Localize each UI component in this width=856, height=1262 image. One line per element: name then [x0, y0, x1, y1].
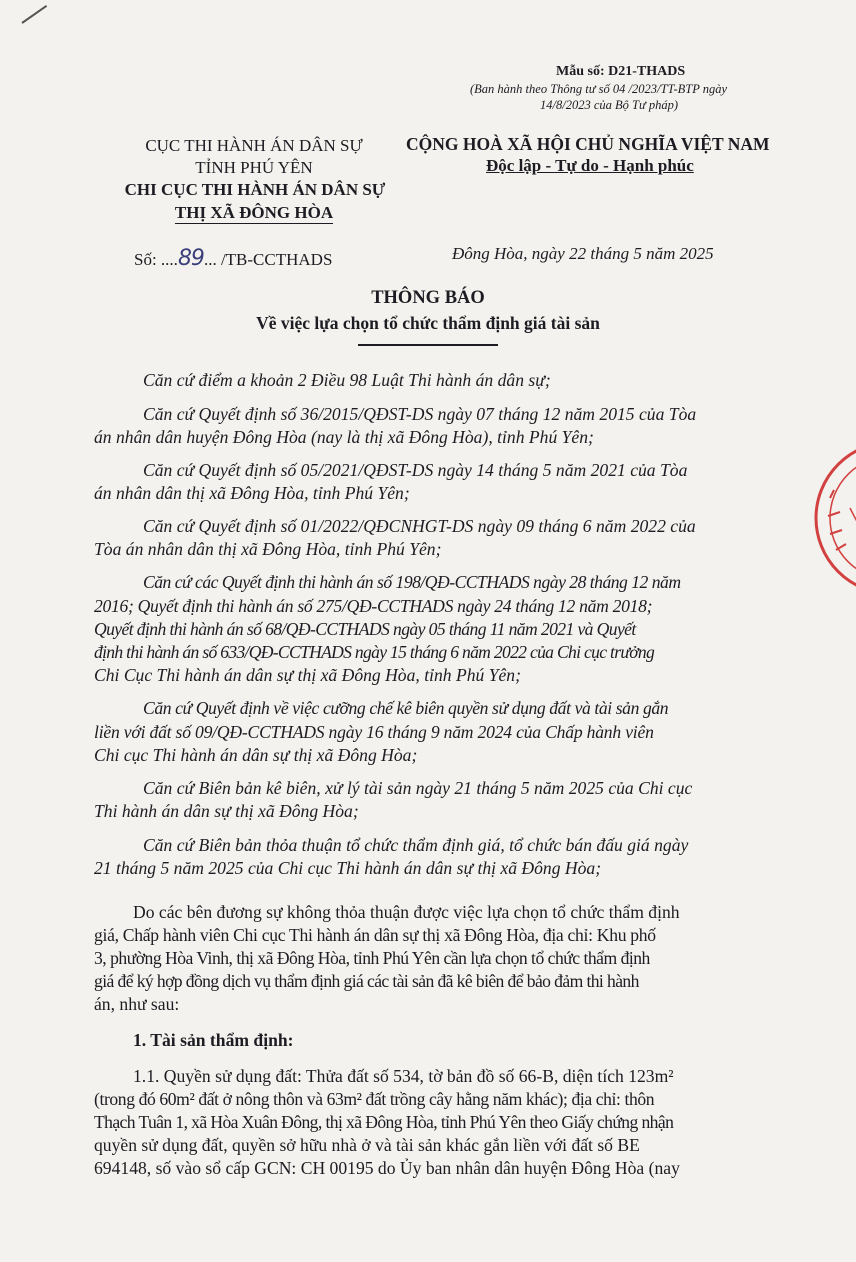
- org-line-2: TỈNH PHÚ YÊN: [195, 158, 313, 177]
- doc-number-suffix: ... /TB-CCTHADS: [203, 250, 333, 269]
- body-line: án nhân dân thị xã Đông Hòa, tỉnh Phú Yên;: [94, 483, 410, 503]
- body-line: quyền sử dụng đất, quyền sở hữu nhà ở và tài sản khác gắn liền với đất số BE: [94, 1135, 640, 1155]
- body-line: án nhân dân huyện Đông Hòa (nay là thị xã Đông Hòa), tỉnh Phú Yên;: [94, 427, 594, 447]
- body-line: 3, phường Hòa Vinh, thị xã Đông Hòa, tỉnh Phú Yên cần lựa chọn tổ chức thẩm định: [94, 948, 650, 968]
- body-line: Chi cục Thi hành án dân sự thị xã Đông Hòa;: [94, 745, 418, 765]
- body-line: 2016; Quyết định thi hành án số 275/QĐ-CCTHADS ngày 24 tháng 12 năm 2018;: [94, 596, 653, 616]
- body-line: Căn cứ Quyết định số 01/2022/QĐCNHGT-DS ngày 09 tháng 6 năm 2022 của: [143, 516, 696, 536]
- body-line: (trong đó 60m² đất ở nông thôn và 63m² đất trồng cây hằng năm khác); địa chỉ: thôn: [94, 1089, 655, 1109]
- doc-number-handwritten: 89: [177, 246, 204, 271]
- motto: Độc lập - Tự do - Hạnh phúc: [486, 156, 694, 175]
- body-line: án, như sau:: [94, 994, 180, 1014]
- official-seal: [800, 438, 856, 598]
- document-title: THÔNG BÁO: [371, 288, 485, 308]
- body-line: Căn cứ Quyết định về việc cưỡng chế kê biên quyền sử dụng đất và tài sản gắn: [143, 698, 669, 718]
- title-divider: [358, 344, 498, 346]
- form-note-line-2: 14/8/2023 của Bộ Tư pháp): [540, 98, 679, 112]
- document-subtitle: Về việc lựa chọn tổ chức thẩm định giá tài sản: [256, 313, 600, 333]
- body-line: 1.1. Quyền sử dụng đất: Thửa đất số 534, tờ bản đồ số 66-B, diện tích 123m²: [133, 1066, 674, 1086]
- body-line: Căn cứ các Quyết định thi hành án số 198/QĐ-CCTHADS ngày 28 tháng 12 năm: [143, 572, 681, 592]
- body-line: Do các bên đương sự không thỏa thuận được việc lựa chọn tổ chức thẩm định: [133, 902, 680, 922]
- pen-mark: [21, 5, 47, 24]
- body-line: Căn cứ Biên bản thỏa thuận tổ chức thẩm định giá, tổ chức bán đấu giá ngày: [143, 835, 689, 855]
- body-line: Căn cứ Quyết định số 36/2015/QĐST-DS ngày 07 tháng 12 năm 2015 của Tòa: [143, 404, 697, 424]
- body-line: Quyết định thi hành án số 68/QĐ-CCTHADS ngày 05 tháng 11 năm 2021 và Quyết: [94, 619, 636, 639]
- place-date: Đông Hòa, ngày 22 tháng 5 năm 2025: [452, 244, 714, 263]
- org-line-4: [112, 203, 396, 223]
- body-line: Căn cứ Biên bản kê biên, xử lý tài sản ngày 21 tháng 5 năm 2025 của Chi cục: [143, 778, 693, 798]
- body-line: Thi hành án dân sự thị xã Đông Hòa;: [94, 801, 359, 821]
- body-line: giá, Chấp hành viên Chi cục Thi hành án dân sự thị xã Đông Hòa, địa chỉ: Khu phố: [94, 925, 656, 945]
- body-line: định thi hành án số 633/QĐ-CCTHADS ngày 15 tháng 6 năm 2022 của Chi cục trưởng: [94, 642, 655, 662]
- org-line-4-text: THỊ XÃ ĐÔNG HÒA: [174, 203, 334, 222]
- body-line: Căn cứ Quyết định số 05/2021/QĐST-DS ngày 14 tháng 5 năm 2021 của Tòa: [143, 460, 688, 480]
- body-line: 21 tháng 5 năm 2025 của Chi cục Thi hành án dân sự thị xã Đông Hòa;: [94, 858, 602, 878]
- body-line: Căn cứ điểm a khoản 2 Điều 98 Luật Thi hành án dân sự;: [143, 370, 551, 390]
- form-note-line-1: (Ban hành theo Thông tư số 04 /2023/TT-BTP ngày: [470, 82, 728, 96]
- body-line: Tòa án nhân dân thị xã Đông Hòa, tỉnh Phú Yên;: [94, 539, 442, 559]
- doc-number-prefix: Số: ....: [134, 250, 178, 269]
- form-code: Mẫu số: D21-THADS: [556, 64, 686, 79]
- org-line-3: CHI CỤC THI HÀNH ÁN DÂN SỰ: [124, 180, 386, 199]
- body-line: 694148, số vào sổ cấp GCN: CH 00195 do Ủy ban nhân dân huyện Đông Hòa (nay: [94, 1158, 680, 1178]
- section-heading: 1. Tài sản thẩm định:: [133, 1030, 294, 1050]
- body-line: Chi Cục Thi hành án dân sự thị xã Đông Hòa, tỉnh Phú Yên;: [94, 665, 521, 685]
- body-line: liền với đất số 09/QĐ-CCTHADS ngày 16 tháng 9 năm 2024 của Chấp hành viên: [94, 722, 654, 742]
- seal-outer-ring: [816, 442, 856, 594]
- seal-signature-stroke: [850, 508, 856, 558]
- org-line-1: CỤC THI HÀNH ÁN DÂN SỰ: [145, 136, 363, 155]
- seal-inner-ring: [830, 456, 856, 580]
- document-number: [134, 246, 332, 271]
- nation-heading: CỘNG HOÀ XÃ HỘI CHỦ NGHĨA VIỆT NAM: [406, 134, 770, 154]
- body-line: giá để ký hợp đồng dịch vụ thẩm định giá các tài sản đã kê biên để bảo đảm thi hành: [94, 971, 639, 991]
- body-line: Thạch Tuân 1, xã Hòa Xuân Đông, thị xã Đông Hòa, tỉnh Phú Yên theo Giấy chứng nhận: [94, 1112, 674, 1132]
